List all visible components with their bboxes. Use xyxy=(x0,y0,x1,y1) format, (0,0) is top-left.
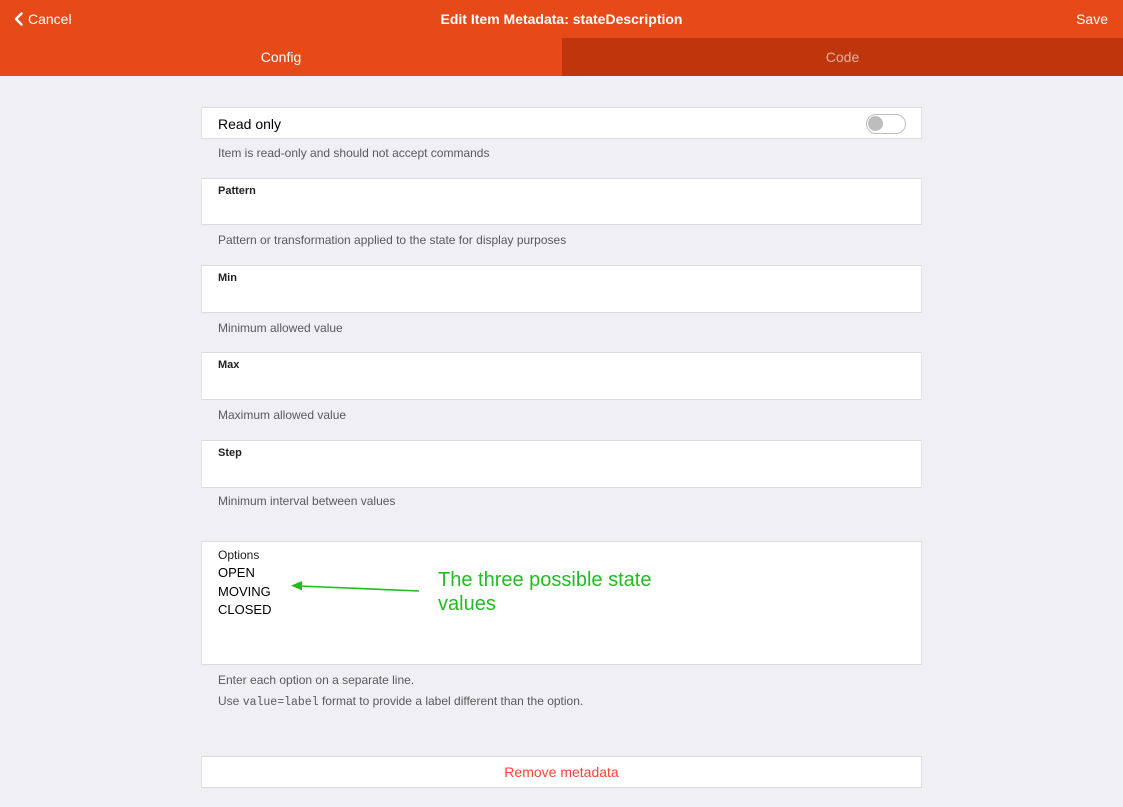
options-info-suffix: format to provide a label different than the option. xyxy=(318,694,584,708)
annotation-text: The three possible state values xyxy=(438,569,652,615)
max-row xyxy=(201,352,922,400)
read-only-label: Read only xyxy=(218,116,282,132)
pattern-row xyxy=(201,178,922,225)
options-info-line1: Enter each option on a separate line. xyxy=(218,673,415,687)
option-line: MOVING xyxy=(218,583,271,599)
max-input[interactable] xyxy=(216,375,907,397)
tab-code[interactable]: Code xyxy=(562,38,1123,76)
options-label: Options xyxy=(218,548,260,562)
min-row xyxy=(201,265,922,313)
pattern-info: Pattern or transformation applied to the state for display purposes xyxy=(218,233,567,247)
read-only-info: Item is read-only and should not accept commands xyxy=(218,146,490,160)
options-lines xyxy=(218,564,271,620)
cancel-label: Cancel xyxy=(28,11,72,27)
min-input[interactable] xyxy=(216,288,907,310)
options-info-prefix: Use xyxy=(218,694,243,708)
max-label: Max xyxy=(218,359,240,371)
step-info: Minimum interval between values xyxy=(218,494,396,508)
tab-config[interactable]: Config xyxy=(0,38,562,76)
read-only-toggle[interactable] xyxy=(866,114,906,134)
toggle-knob xyxy=(868,116,883,131)
navbar xyxy=(0,0,1123,38)
remove-metadata-button[interactable]: Remove metadata xyxy=(201,756,922,788)
annotation-arrow-icon xyxy=(289,576,421,596)
read-only-row xyxy=(201,107,922,139)
options-info-code: value=label xyxy=(242,696,319,709)
option-line: OPEN xyxy=(218,565,255,580)
pattern-label: Pattern xyxy=(218,185,256,197)
step-input[interactable] xyxy=(216,463,907,485)
option-line: CLOSED xyxy=(218,602,272,617)
min-label: Min xyxy=(218,272,237,284)
save-button[interactable]: Save xyxy=(1076,11,1108,27)
step-label: Step xyxy=(218,447,242,459)
tab-bar xyxy=(0,38,1123,76)
max-info: Maximum allowed value xyxy=(218,408,347,422)
options-info-line2 xyxy=(218,694,583,709)
step-row xyxy=(201,440,922,488)
min-info: Minimum allowed value xyxy=(218,321,343,335)
page-title: Edit Item Metadata: stateDescription xyxy=(440,11,683,27)
pattern-input[interactable] xyxy=(216,201,907,223)
